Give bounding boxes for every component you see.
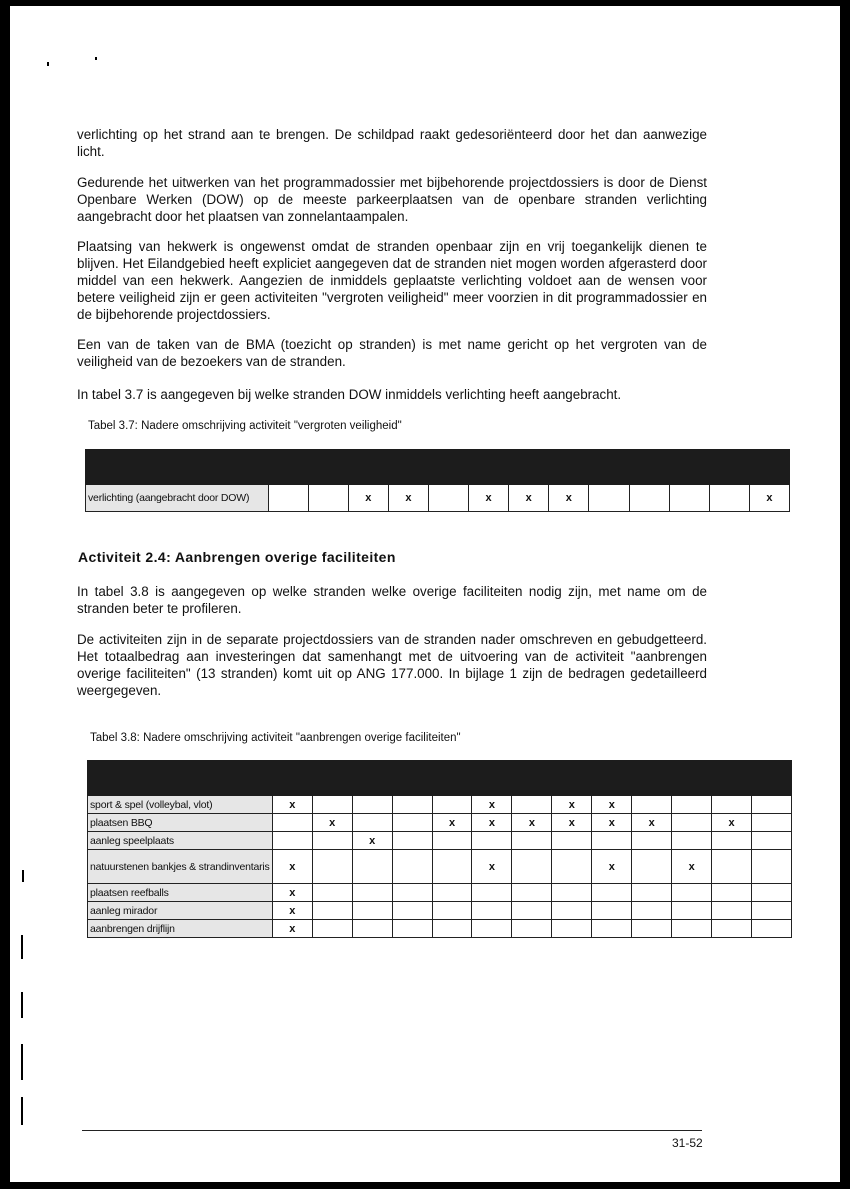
table-cell: x — [432, 814, 472, 832]
row-label: aanleg speelplaats — [88, 832, 273, 850]
table-cell: x — [348, 485, 388, 512]
table-cell: x — [388, 485, 428, 512]
table-cell — [352, 884, 392, 902]
footer-rule — [82, 1130, 702, 1131]
table-cell — [352, 902, 392, 920]
table-cell: x — [272, 850, 312, 884]
table-cell: x — [272, 902, 312, 920]
table-cell — [632, 850, 672, 884]
table-cell — [392, 884, 432, 902]
table-caption: Tabel 3.8: Nadere omschrijving activiteit "aanbrengen overige faciliteiten" — [90, 732, 461, 744]
table-cell — [428, 485, 468, 512]
table-cell — [472, 920, 512, 938]
table-cell — [552, 920, 592, 938]
table-cell — [392, 814, 432, 832]
paragraph: In tabel 3.7 is aangegeven bij welke stranden DOW inmiddels verlichting heeft aangebracht. — [77, 387, 622, 402]
table-cell — [512, 884, 552, 902]
table-cell — [432, 902, 472, 920]
paragraph: Gedurende het uitwerken van het programmadossier met bijbehorende projectdossiers is door de Dienst Openbare Werken (DOW) op de meeste parkeerplaatsen van de openbare stranden verlichting aangebracht door het plaatsen van zonnelantaampalen. — [77, 175, 707, 224]
table-cell — [272, 832, 312, 850]
table-cell: x — [512, 814, 552, 832]
scan-mark — [21, 1097, 23, 1125]
table-cell — [632, 920, 672, 938]
table-row — [88, 850, 792, 884]
table-cell: x — [672, 850, 712, 884]
table-cell: x — [592, 814, 632, 832]
table-cell — [752, 902, 792, 920]
table-row — [88, 902, 792, 920]
table-row — [88, 920, 792, 938]
row-label: sport & spel (volleybal, vlot) — [88, 796, 273, 814]
scan-mark — [21, 1044, 23, 1080]
table-cell — [312, 850, 352, 884]
table-cell — [712, 850, 752, 884]
table-cell: x — [549, 485, 589, 512]
table-caption: Tabel 3.7: Nadere omschrijving activiteit "vergroten veiligheid" — [88, 420, 402, 432]
table-header-bar — [86, 450, 790, 485]
table-cell — [352, 920, 392, 938]
table-cell — [472, 902, 512, 920]
table-cell: x — [472, 796, 512, 814]
data-table — [87, 760, 792, 938]
table-cell — [352, 796, 392, 814]
table-cell: x — [472, 814, 512, 832]
table-cell — [752, 796, 792, 814]
table-cell — [672, 920, 712, 938]
table-cell — [752, 850, 792, 884]
table-cell — [632, 796, 672, 814]
table-cell: x — [632, 814, 672, 832]
table-cell — [669, 485, 709, 512]
table-cell — [432, 850, 472, 884]
table-cell — [712, 796, 752, 814]
row-label: aanbrengen drijflijn — [88, 920, 273, 938]
table-cell — [392, 902, 432, 920]
table-cell — [312, 902, 352, 920]
table-cell — [268, 485, 308, 512]
table-cell — [308, 485, 348, 512]
table-cell — [512, 796, 552, 814]
table-cell — [752, 814, 792, 832]
table-cell — [552, 902, 592, 920]
table-cell — [672, 832, 712, 850]
data-table — [85, 449, 790, 512]
table-cell — [712, 832, 752, 850]
scan-mark — [21, 935, 23, 959]
table-cell — [592, 920, 632, 938]
table-cell — [752, 832, 792, 850]
section-heading: Activiteit 2.4: Aanbrengen overige faciliteiten — [78, 549, 396, 565]
table-cell — [672, 814, 712, 832]
table-cell: x — [552, 814, 592, 832]
table-cell — [672, 884, 712, 902]
table-cell — [392, 850, 432, 884]
row-label: plaatsen BBQ — [88, 814, 273, 832]
table-cell — [552, 850, 592, 884]
table-cell — [589, 485, 629, 512]
table-row — [88, 884, 792, 902]
table-cell — [632, 884, 672, 902]
table-cell — [592, 902, 632, 920]
row-label: verlichting (aangebracht door DOW) — [86, 485, 269, 512]
table-cell: x — [592, 850, 632, 884]
table-cell: x — [312, 814, 352, 832]
table-cell: x — [469, 485, 509, 512]
table-cell — [392, 832, 432, 850]
table-cell: x — [712, 814, 752, 832]
table-cell — [312, 920, 352, 938]
table-cell — [472, 832, 512, 850]
table-cell — [712, 884, 752, 902]
table-cell — [632, 832, 672, 850]
table-row — [88, 796, 792, 814]
table-cell: x — [472, 850, 512, 884]
table-cell — [272, 814, 312, 832]
table-header-bar — [88, 761, 792, 796]
paragraph: Een van de taken van de BMA (toezicht op stranden) is met name gericht op het vergroten van de veiligheid van de bezoekers van de stranden. — [77, 337, 707, 369]
table-cell: x — [352, 832, 392, 850]
table-cell — [592, 884, 632, 902]
table-row — [88, 814, 792, 832]
table-cell: x — [552, 796, 592, 814]
paragraph: In tabel 3.8 is aangegeven op welke stranden welke overige faciliteiten nodig zijn, met name om de stranden beter te profileren. — [77, 584, 707, 616]
table-cell — [512, 902, 552, 920]
table-cell — [392, 920, 432, 938]
table-cell: x — [272, 796, 312, 814]
table-cell — [712, 902, 752, 920]
scan-mark — [21, 992, 23, 1018]
table-cell — [629, 485, 669, 512]
table-cell — [472, 884, 512, 902]
table-cell — [709, 485, 749, 512]
table-cell — [752, 884, 792, 902]
table-cell — [552, 832, 592, 850]
table-cell — [672, 796, 712, 814]
table-cell — [352, 850, 392, 884]
table-row — [86, 485, 790, 512]
table-cell — [432, 832, 472, 850]
table-cell — [752, 920, 792, 938]
table-cell — [512, 832, 552, 850]
table-cell — [432, 796, 472, 814]
table-row — [88, 832, 792, 850]
table-cell: x — [272, 884, 312, 902]
table-cell — [592, 832, 632, 850]
table-cell — [512, 920, 552, 938]
table-cell — [552, 884, 592, 902]
paragraph: De activiteiten zijn in de separate projectdossiers van de stranden nader omschreven en gebudgetteerd. Het totaalbedrag aan investeringen dat samenhangt met de uitvoering van de activiteit "aanbrengen overige faciliteiten" (13 stranden) komt uit op ANG 177.000. In bijlage 1 zijn de bedragen gedetailleerd weergegeven. — [77, 632, 707, 698]
paragraph: verlichting op het strand aan te brengen. De schildpad raakt gedesoriënteerd door het dan aanwezige licht. — [77, 127, 707, 159]
row-label: natuurstenen bankjes & strandinventaris — [88, 850, 273, 884]
table-cell — [392, 796, 432, 814]
table-cell — [632, 902, 672, 920]
table-cell: x — [592, 796, 632, 814]
table-cell: x — [749, 485, 789, 512]
table-cell — [312, 796, 352, 814]
row-label: aanleg mirador — [88, 902, 273, 920]
table-cell — [312, 884, 352, 902]
scan-mark — [22, 870, 24, 882]
table-cell — [712, 920, 752, 938]
paragraph: Plaatsing van hekwerk is ongewenst omdat de stranden openbaar zijn en vrij toegankelijk dienen te blijven. Het Eilandgebied heeft expliciet aangegeven dat de stranden niet mogen worden afgerasterd door middel van een hekwerk. Aangezien de inmiddels geplaatste verlichting voldoet aan de wensen voor betere veiligheid zijn er geen activiteiten "vergroten veiligheid" meer voorzien in dit programmadossier en de bijbehorende projectdossiers. — [77, 239, 707, 322]
page-number: 31-52 — [672, 1136, 703, 1150]
table-cell — [432, 920, 472, 938]
table-cell — [352, 814, 392, 832]
scan-speck — [95, 57, 97, 60]
table-cell: x — [509, 485, 549, 512]
row-label: plaatsen reefballs — [88, 884, 273, 902]
table-cell — [432, 884, 472, 902]
table-cell — [672, 902, 712, 920]
scan-speck — [47, 62, 49, 66]
table-cell — [312, 832, 352, 850]
table-cell — [512, 850, 552, 884]
table-cell: x — [272, 920, 312, 938]
